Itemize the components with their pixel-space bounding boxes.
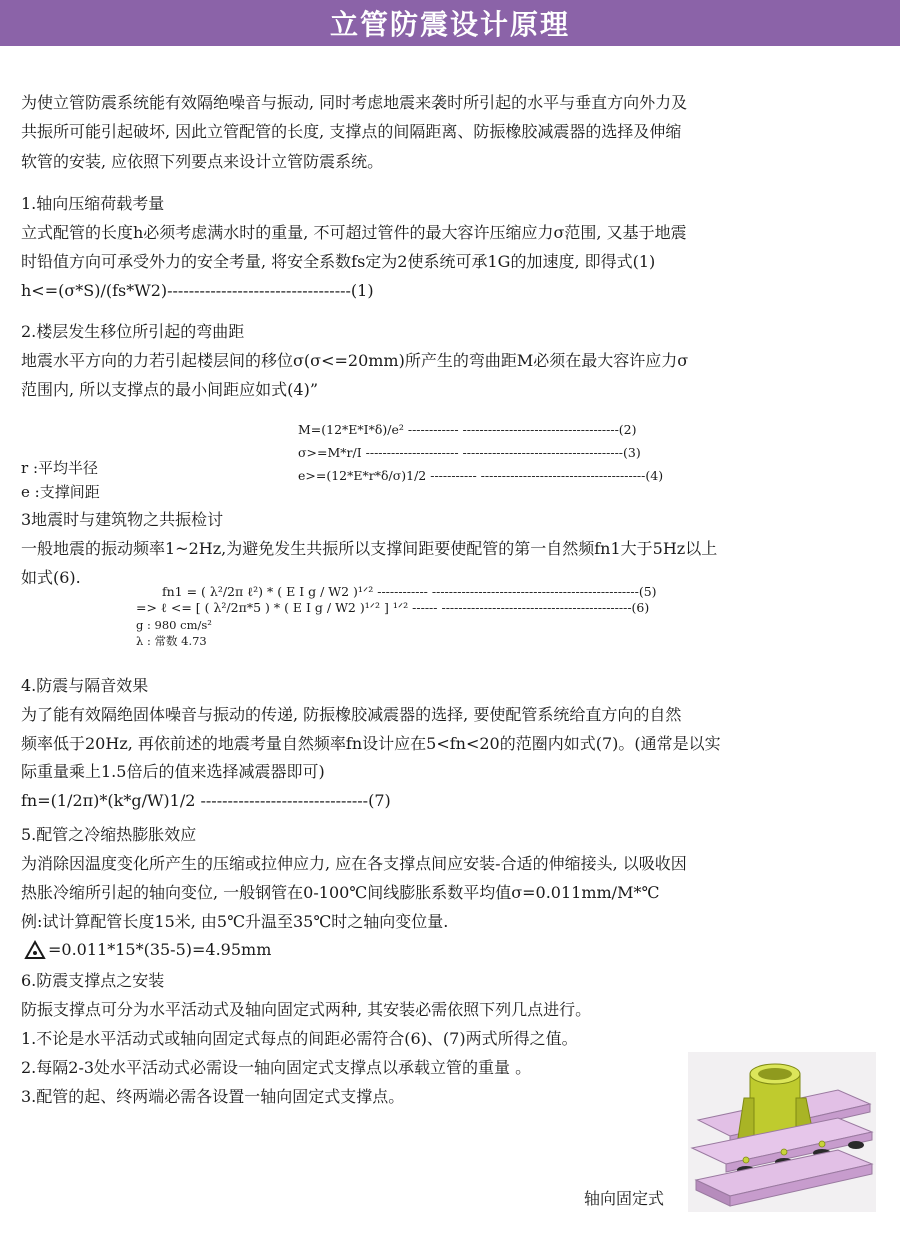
paragraph-line: 如式(6). [21, 568, 81, 587]
paragraph-line: 例:试计算配管长度15米, 由5℃升温至35℃时之轴向变位量. [21, 912, 449, 931]
section-heading: 5.配管之冷缩热膨胀效应 [21, 825, 197, 844]
title-banner [0, 0, 900, 46]
formula-line: h<=(σ*S)/(fs*W2)----------------------------------(1) [21, 281, 374, 300]
delta-icon [24, 939, 46, 961]
formula-line: fn=(1/2π)*(k*g/W)1/2 -------------------------------(7) [21, 791, 391, 810]
equation-5: fn1 = ( λ²/2π ℓ²) * ( E I g / W2 )¹ᐟ² ------------ -------------------------------------------------(5) [162, 584, 657, 599]
list-item: 3.配管的起、终两端必需各设置一轴向固定式支撑点。 [21, 1087, 405, 1106]
paragraph-line: 时铅值方向可承受外力的安全考量, 将安全系数fs定为2使系统可承1G的加速度, 即得式(1) [21, 252, 656, 271]
note-radius: r :平均半径 [21, 459, 98, 477]
axial-fixed-support-illustration [688, 1052, 876, 1212]
paragraph-line: 地震水平方向的力若引起楼层间的移位σ(σ<=20mm)所产生的弯曲距M必须在最大容许应力σ [21, 351, 689, 370]
page-title: 立管防震设计原理 [329, 8, 570, 41]
note-spacing: e :支撑间距 [21, 483, 100, 501]
paragraph-line: 际重量乘上1.5倍后的值来选择减震器即可) [21, 762, 325, 781]
equation-2: M=(12*E*I*δ)/e² ------------ -------------------------------------(2) [298, 422, 637, 437]
section-heading: 4.防震与隔音效果 [21, 676, 149, 695]
section-heading: 3地震时与建筑物之共振检讨 [21, 510, 224, 529]
result-line: =0.011*15*(35-5)=4.95mm [48, 940, 272, 959]
paragraph-line: 热胀冷缩所引起的轴向变位, 一般钢管在0-100℃间线膨胀系数平均值σ=0.011mm/M*℃ [21, 883, 660, 902]
list-item: 1.不论是水平活动式或轴向固定式每点的间距必需符合(6)、(7)两式所得之值。 [21, 1029, 578, 1048]
equation-4: e>=(12*E*r*δ/σ)1/2 ----------- ---------------------------------------(4) [298, 468, 664, 483]
paragraph-line: 为消除因温度变化所产生的压缩或拉伸应力, 应在各支撑点间应安装-合适的伸缩接头, 以吸收因 [21, 854, 687, 873]
equation-3: σ>=M*r/I ---------------------- --------------------------------------(3) [298, 445, 641, 460]
paragraph-line: 防振支撑点可分为水平活动式及轴向固定式两种, 其安装必需依照下列几点进行。 [21, 1000, 592, 1019]
paragraph-line: 频率低于20Hz, 再依前述的地震考量自然频率fn设计应在5<fn<20的范圈内如式(7)。(通常是以实 [21, 734, 721, 753]
section-heading: 2.楼层发生移位所引起的弯曲距 [21, 322, 245, 341]
paragraph-line: 一般地震的振动频率1~2Hz,为避免发生共振所以支撑间距要使配管的第一自然频fn1大于5Hz以上 [21, 539, 718, 558]
note-gravity: g : 980 cm/s² [136, 618, 212, 632]
figure-caption: 轴向固定式 [584, 1189, 665, 1208]
equation-6: => ℓ <= [ ( λ²/2π*5 ) * ( E I g / W2 )¹ᐟ² ] ¹ᐟ² ------ ---------------------------------------------(6) [136, 600, 650, 615]
intro-line: 软管的安装, 应依照下列要点来设计立管防震系统。 [21, 152, 384, 171]
paragraph-line: 范围内, 所以支撑点的最小间距应如式(4)” [21, 380, 319, 399]
paragraph-line: 为了能有效隔绝固体噪音与振动的传递, 防振橡胶减震器的选择, 要使配管系统给直方向的自然 [21, 705, 682, 724]
section-heading: 1.轴向压缩荷载考量 [21, 194, 165, 213]
intro-line: 共振所可能引起破坏, 因此立管配管的长度, 支撑点的间隔距离、防振橡胶减震器的选择及伸缩 [21, 122, 682, 141]
intro-line: 为使立管防震系统能有效隔绝噪音与振动, 同时考虑地震来袭时所引起的水平与垂直方向外力及 [21, 93, 688, 112]
paragraph-line: 立式配管的长度h必须考虑满水时的重量, 不可超过管件的最大容许压缩应力σ范围, 又基于地震 [21, 223, 687, 242]
note-lambda: λ : 常数 4.73 [136, 634, 207, 648]
section-heading: 6.防震支撑点之安装 [21, 971, 165, 990]
list-item: 2.每隔2-3处水平活动式必需设一轴向固定式支撑点以承载立管的重量 。 [21, 1058, 532, 1077]
